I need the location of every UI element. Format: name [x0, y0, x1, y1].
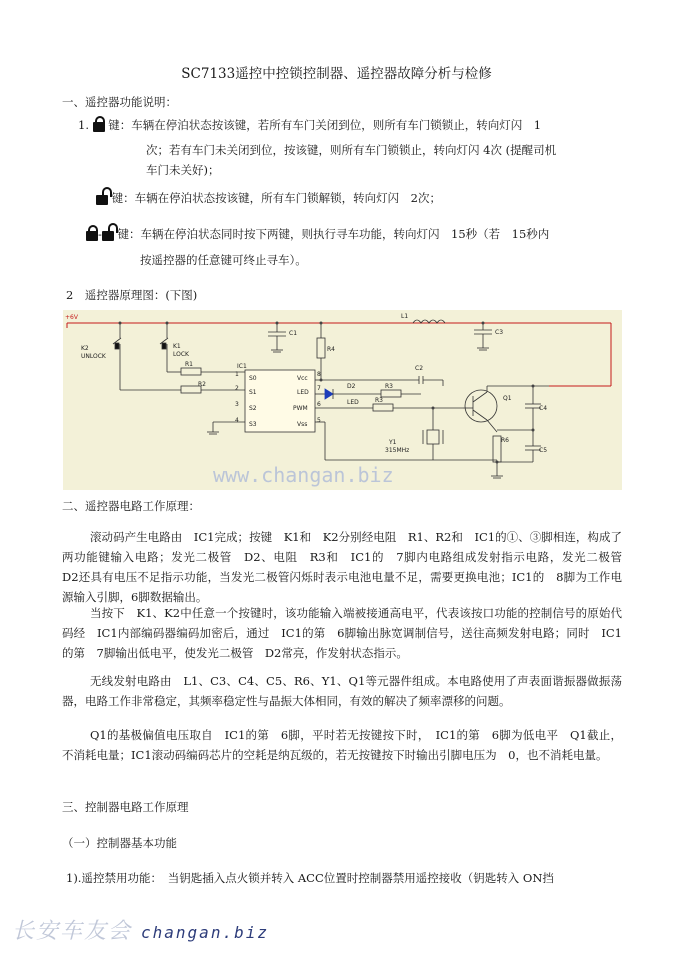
lock-icon	[93, 116, 105, 132]
freq-label: 315MHz	[385, 447, 410, 454]
function-item-unlock	[96, 188, 441, 208]
lock-icon	[86, 225, 98, 241]
pin8-label: 8	[317, 371, 321, 378]
paragraph-rf-transmit: 无线发射电路由 L1、C3、C4、C5、R6、Y1、Q1等元器件组成。本电路使用了声表面谐振器做振荡器，电路工作非常稳定，其频率稳定性与晶振大体相同，有效的解决了频率漂移的问题。	[62, 674, 622, 708]
section-heading-controller: 三、控制器电路工作原理	[62, 800, 189, 814]
pin7-label: 7	[317, 385, 321, 392]
s3-label: S3	[249, 421, 257, 428]
y1-label: Y1	[389, 439, 397, 446]
pin2-label: 2	[235, 385, 239, 392]
vcc-pin-label: Vcc	[297, 375, 308, 382]
r4-label: R4	[327, 346, 335, 353]
c1-label: C1	[289, 330, 298, 337]
c4-label: C4	[539, 405, 548, 412]
subsection-heading-basic-functions: （一）控制器基本功能	[62, 836, 177, 850]
r2-label: R2	[198, 381, 206, 388]
footer-watermark-cn: 长安车友会	[12, 919, 133, 944]
watermark: www.changan.biz	[213, 463, 394, 487]
vss-pin-label: Vss	[297, 421, 308, 428]
controller-item-remote-disable: 1).遥控禁用功能： 当钥匙插入点火锁并转入 ACC位置时控制器禁用遥控接收（钥匙转入 ON挡	[66, 871, 554, 885]
pin6-label: 6	[317, 401, 321, 408]
pin1-label: 1	[235, 371, 239, 378]
pwm-pin-label: PWM	[293, 405, 308, 412]
l1-label: L1	[401, 313, 409, 320]
q1-label: Q1	[503, 395, 512, 402]
function-item-lock-line3: 车门未关好)；	[146, 163, 220, 177]
function-item-find-car	[86, 224, 549, 244]
section-heading-remote-principle: 二、遥控器电路工作原理：	[62, 499, 200, 513]
c3-label: C3	[495, 329, 504, 336]
function-item-lock-line2: 次；若有车门未关闭到位，按该键，则所有车门锁锁止，转向灯闪 4次 (提醒司机	[146, 143, 557, 157]
ic1-label: IC1	[237, 363, 247, 370]
unlock-label: UNLOCK	[81, 353, 106, 360]
pin5-label: 5	[317, 417, 321, 424]
section-heading-remote-functions: 一、遥控器功能说明：	[62, 95, 177, 109]
footer-watermark-site: changan.biz	[141, 923, 269, 942]
k2-label: K2	[81, 345, 89, 352]
c5-label: C5	[539, 447, 548, 454]
s2-label: S2	[249, 405, 257, 412]
item-line: 键：车辆在停泊状态同时按下两键，则执行寻车功能，转向灯闪 15秒（若 15秒内	[117, 227, 550, 241]
section-heading-schematic: 2 遥控器原理图：(下图)	[66, 288, 198, 302]
d2-label: D2	[347, 383, 356, 390]
pin4-label: 4	[235, 417, 239, 424]
vcc-label: +6V	[65, 314, 78, 321]
item-line: 键：车辆在停泊状态按该键，所有车门锁解锁，转向灯闪 2次；	[111, 191, 441, 205]
pin3-label: 3	[235, 401, 239, 408]
unlock-icon	[102, 225, 114, 241]
c2-label: C2	[415, 365, 424, 372]
function-item-find-car-line2: 按遥控器的任意键可终止寻车）。	[140, 253, 307, 267]
page-title: SC7133遥控中控锁控制器、遥控器故障分析与检修	[181, 66, 492, 82]
remote-schematic	[63, 310, 622, 490]
r1-label: R1	[185, 361, 193, 368]
r3-label: R3	[385, 383, 393, 390]
function-item-lock	[78, 115, 541, 135]
s1-label: S1	[249, 389, 257, 396]
paragraph-q1-bias: Q1的基极偏值电压取自 IC1的第 6脚，平时若无按键按下时， IC1的第 6脚为低电平 Q1截止，不消耗电量；IC1滚动码编码芯片的空耗是纳瓦级的，若无按键按下时输出引脚电压为 0，也不消耗电量。	[62, 728, 622, 762]
s0-label: S0	[249, 375, 257, 382]
led-label: LED	[347, 399, 359, 406]
r6-label: R6	[501, 437, 509, 444]
lock-label: LOCK	[173, 351, 189, 358]
unlock-icon	[96, 189, 108, 205]
k1-label: K1	[173, 343, 181, 350]
icon-separator: -	[98, 227, 102, 241]
r3b-label: R3	[375, 397, 383, 404]
led-pin-label: LED	[297, 389, 309, 396]
item-line: 键：车辆在停泊状态按该键，若所有车门关闭到位，则所有车门锁锁止，转向灯闪 1	[108, 118, 542, 132]
paragraph-rolling-code: 滚动码产生电路由 IC1完成；按键 K1和 K2分别经电阻 R1、R2和 IC1的①、③脚相连，构成了两功能键输入电路；发光二极管 D2、电阻 R3和 IC1的 7脚内电路组成发射指示电路，发光二极管 D2还具有电压不足指示功能，当发光二极管闪烁时表示电池电量不足，需要更换电池；IC1的 8脚为工作电源输入引脚，6脚数据输出。	[62, 530, 634, 604]
item-number: 1.	[78, 118, 89, 132]
paragraph-key-press: 当按下 K1、K2中任意一个按键时，该功能输入端被接通高电平，代表该按口功能的控制信号的原始代码经 IC1内部编码器编码加密后，通过 IC1的第 6脚输出脉宽调制信号，送往高频发射电路；同时 IC1的第 7脚输出低电平，使发光二极管 D2常亮，作发射状态指示。	[62, 606, 622, 660]
footer-watermark	[12, 919, 269, 944]
